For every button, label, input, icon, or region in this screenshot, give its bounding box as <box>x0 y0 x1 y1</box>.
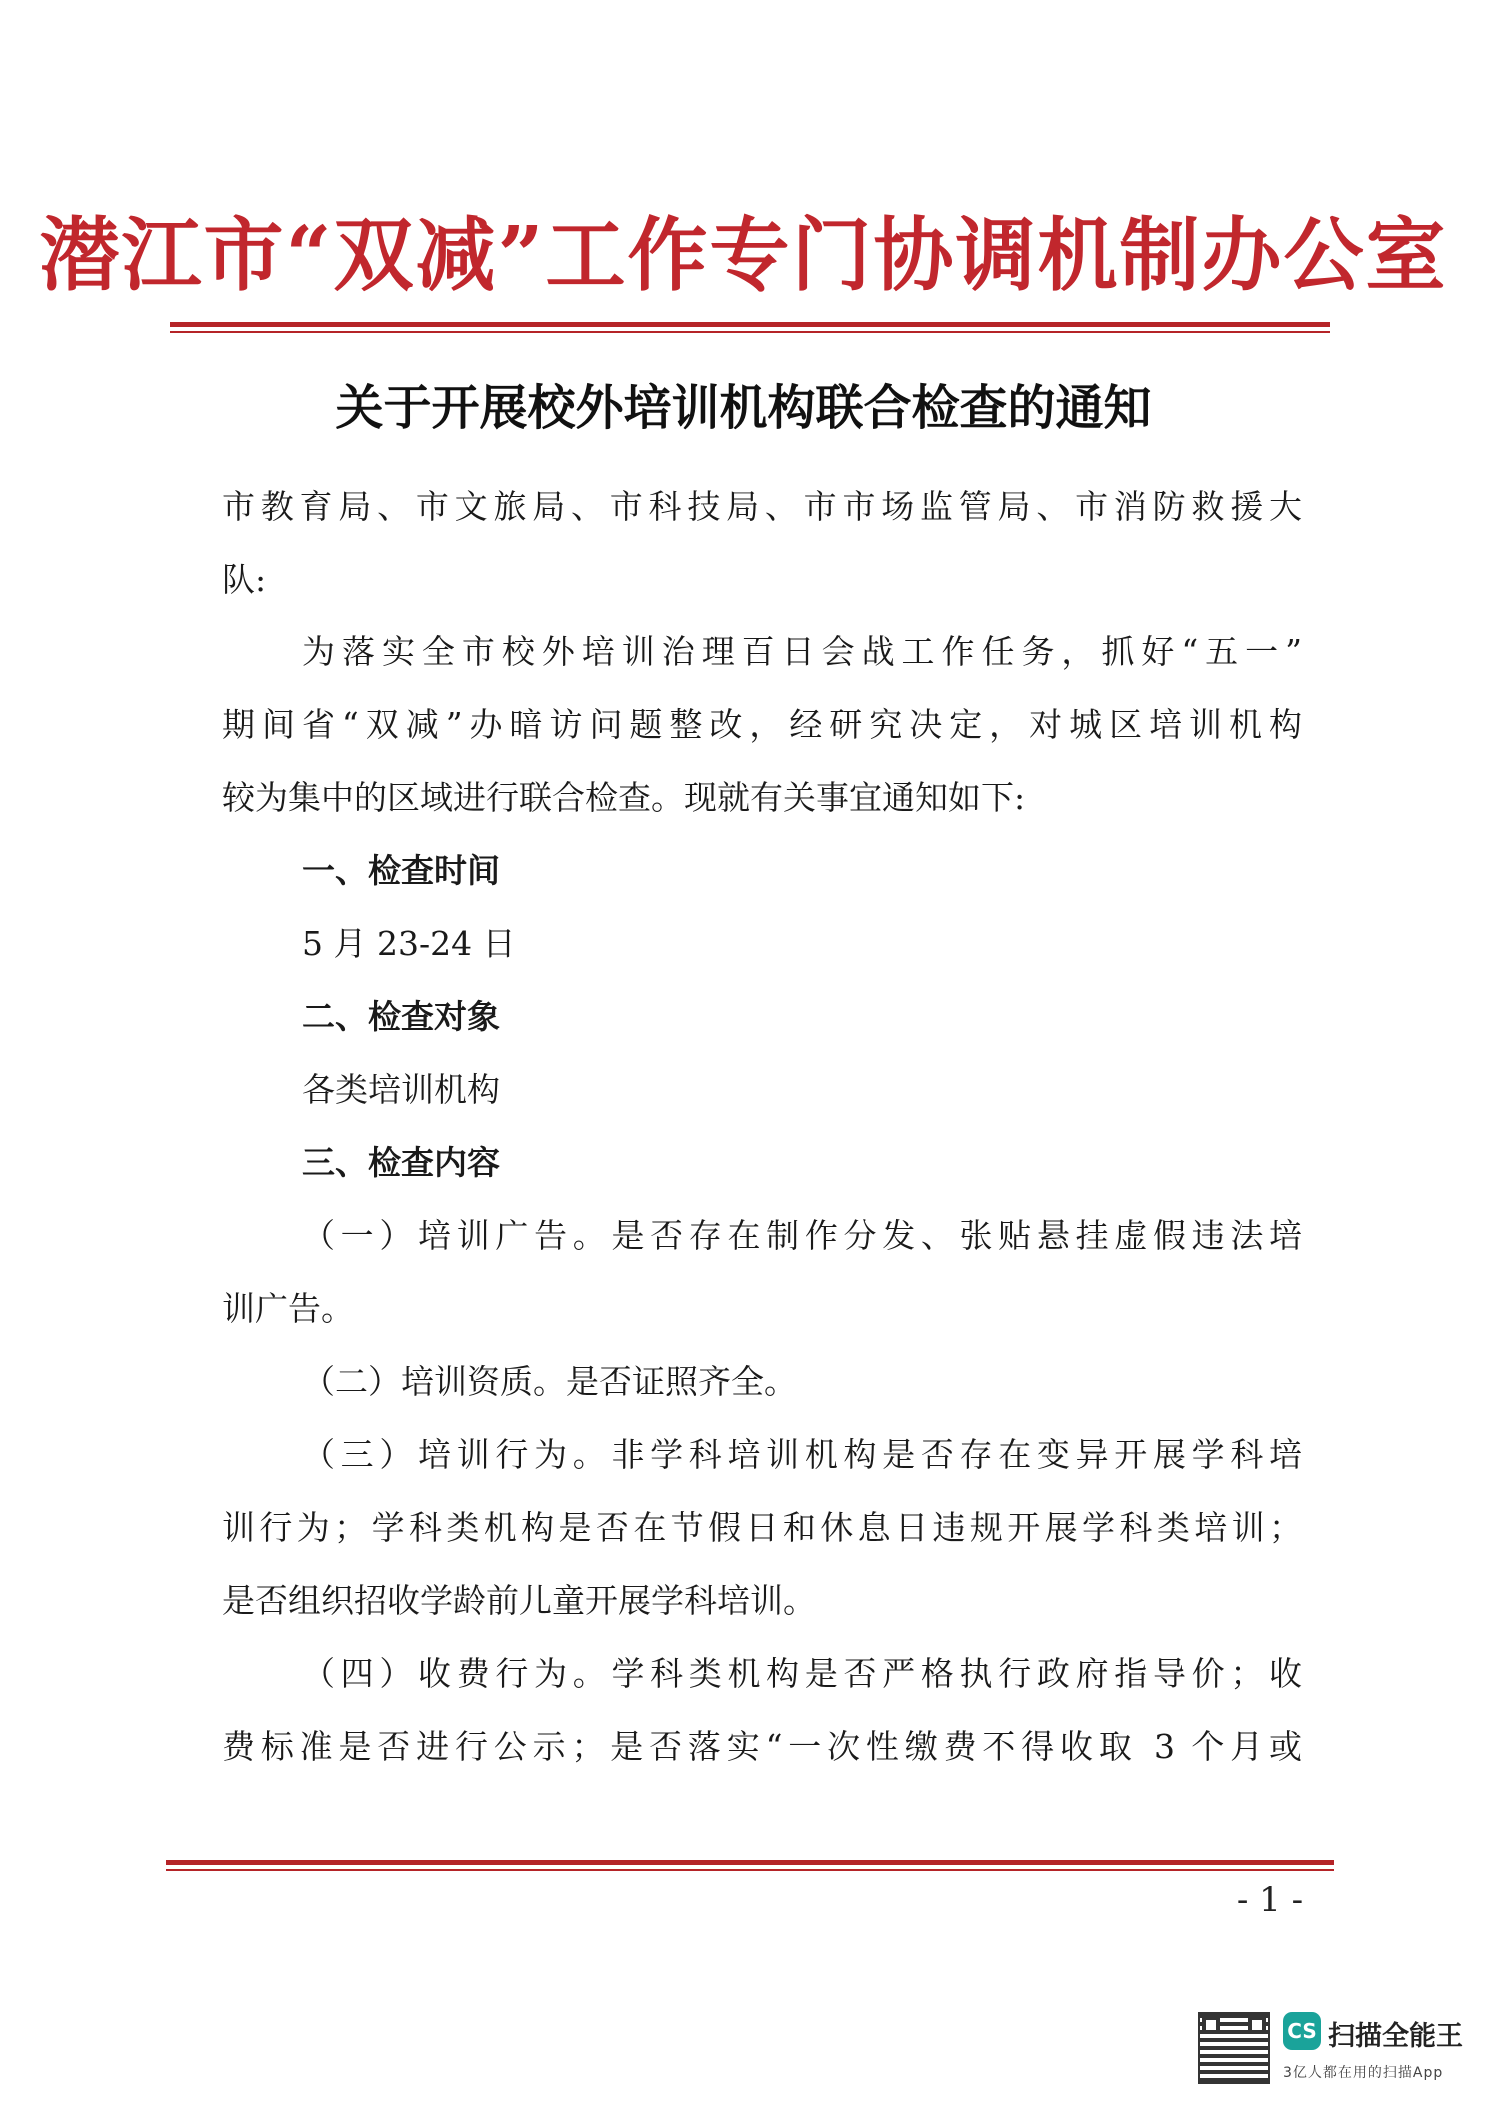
footer-rule-thin <box>166 1869 1334 1871</box>
recipients-line: 队: <box>222 560 267 599</box>
scanner-app-name: 扫描全能王 <box>1328 2021 1463 2052</box>
item-line: 训广告。 <box>222 1289 354 1328</box>
section-content-time: 5 月 23-24 日 <box>302 924 516 963</box>
section-heading-time: 一、检查时间 <box>302 851 500 890</box>
item-line: （四）收费行为。学科类机构是否严格执行政府指导价；收 <box>302 1654 1302 1693</box>
item-line: 费标准是否进行公示；是否落实“一次性缴费不得收取 3 个月或 <box>222 1727 1302 1766</box>
qr-code-icon <box>1198 2012 1270 2084</box>
scanner-app-slogan: 3亿人都在用的扫描App <box>1283 2065 1444 2081</box>
issuing-office-title: 潜江市“双减”工作专门协调机制办公室 <box>39 208 1448 302</box>
footer-rule-thick <box>166 1860 1334 1865</box>
item-line: （一）培训广告。是否存在制作分发、张贴悬挂虚假违法培 <box>302 1216 1302 1255</box>
section-heading-content: 三、检查内容 <box>302 1143 500 1182</box>
section-content-target: 各类培训机构 <box>302 1070 500 1109</box>
intro-paragraph-line: 期间省“双减”办暗访问题整改，经研究决定，对城区培训机构 <box>222 705 1302 744</box>
page-number: - 1 - <box>1236 1880 1304 1920</box>
intro-paragraph-line: 为落实全市校外培训治理百日会战工作任务，抓好“五一” <box>302 632 1302 671</box>
scanner-app-logo-icon: CS <box>1283 2012 1321 2050</box>
item-line: 训行为；学科类机构是否在节假日和休息日违规开展学科类培训； <box>222 1508 1302 1547</box>
item-line: （三）培训行为。非学科培训机构是否存在变异开展学科培 <box>302 1435 1302 1474</box>
document-body <box>222 0 1302 2105</box>
recipients-line: 市教育局、市文旅局、市科技局、市市场监管局、市消防救援大 <box>222 487 1302 526</box>
intro-paragraph-line: 较为集中的区域进行联合检查。现就有关事宜通知如下: <box>222 778 1026 817</box>
document-title: 关于开展校外培训机构联合检查的通知 <box>335 380 1152 436</box>
section-heading-target: 二、检查对象 <box>302 997 500 1036</box>
item-line: （二）培训资质。是否证照齐全。 <box>302 1362 797 1401</box>
item-line: 是否组织招收学龄前儿童开展学科培训。 <box>222 1581 816 1620</box>
